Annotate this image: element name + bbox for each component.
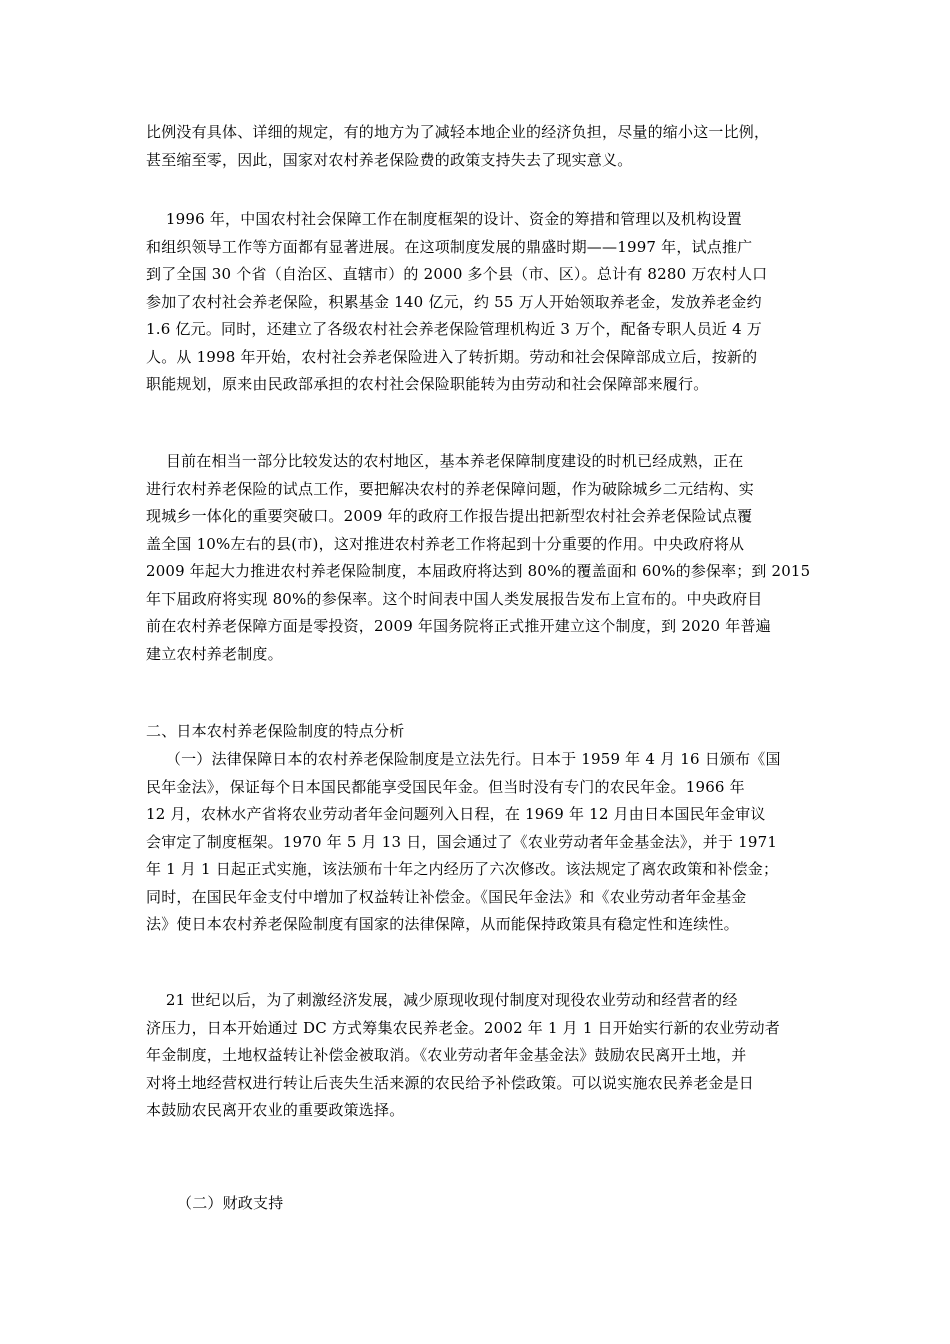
text-line: 12 月，农林水产省将农业劳动者年金问题列入日程，在 1969 年 12 月由日本国民年金审议 [146,805,766,823]
paragraph-3 [146,448,810,668]
text-line: 前在农村养老保障方面是零投资，2009 年国务院将正式推开建立这个制度，到 2020 年普遍 [146,617,771,635]
subsection-heading [177,1190,577,1218]
paragraph-4 [146,746,810,939]
text-line: 目前在相当一部分比较发达的农村地区，基本养老保障制度建设的时机已经成熟，正在 [146,452,744,470]
text-line: 到了全国 30 个省（自治区、直辖市）的 2000 多个县（市、区）。总计有 8280 万农村人口 [146,265,768,283]
text-line: 对将土地经营权进行转让后丧失生活来源的农民给予补偿政策。可以说实施农民养老金是日 [146,1073,755,1092]
text-line: 年下届政府将实现 80%的参保率。这个时间表中国人类发展报告发布上宣布的。中央政府目 [146,589,763,608]
text-line: 同时，在国民年金支付中增加了权益转让补偿金。《国民年金法》和《农业劳动者年金基金 [146,887,747,906]
text-line: 法》使日本农村养老保险制度有国家的法律保障，从而能保持政策具有稳定性和连续性。 [146,915,739,933]
text-line: 人。从 1998 年开始，农村社会养老保险进入了转折期。劳动和社会保障部成立后，按新的 [146,347,758,366]
text-line: 1.6 亿元。同时，还建立了各级农村社会养老保险管理机构近 3 万个，配备专职人员近 4 万 [146,320,762,338]
heading-text: （二）财政支持 [177,1194,284,1212]
paragraph-1 [146,119,810,174]
text-line: 21 世纪以后，为了刺激经济发展，减少原现收现付制度对现役农业劳动和经营者的经 [146,991,738,1009]
paragraph-2 [146,206,810,399]
text-line: 参加了农村社会养老保险，积累基金 140 亿元，约 55 万人开始领取养老金，发放养老金约 [146,292,762,311]
text-line: 建立农村养老制度。 [146,644,283,663]
text-line: 1996 年，中国农村社会保障工作在制度框架的设计、资金的筹措和管理以及机构设置 [146,210,742,228]
text-line: 年 1 月 1 日起正式实施，该法颁布十年之内经历了六次修改。该法规定了离农政策和补偿金； [146,860,779,878]
text-line: 民年金法》，保证每个日本国民都能享受国民年金。但当时没有专门的农民年金。1966 年 [146,777,745,796]
text-line: 甚至缩至零，因此，国家对农村养老保险费的政策支持失去了现实意义。 [146,150,633,169]
section-heading [146,718,810,746]
text-line: 年金制度，土地权益转让补偿金被取消。《农业劳动者年金基金法》鼓励农民离开土地，并 [146,1046,747,1064]
text-line: 盖全国 10%左右的县(市)，这对推进农村养老工作将起到十分重要的作用。中央政府将从 [146,534,745,553]
heading-text: 二、日本农村养老保险制度的特点分析 [146,722,405,740]
text-line: 职能规划，原来由民政部承担的农村社会保险职能转为由劳动和社会保障部来履行。 [146,375,709,393]
text-line: 和组织领导工作等方面都有显著进展。在这项制度发展的鼎盛时期——1997 年，试点推广 [146,237,753,256]
text-line: 进行农村养老保险的试点工作，要把解决农村的养老保障问题，作为破除城乡二元结构、实 [146,479,755,498]
text-line: （一）法律保障日本的农村养老保险制度是立法先行。日本于 1959 年 4 月 16 日颁布《国 [146,750,781,768]
text-line: 济压力，日本开始通过 DC 方式筹集农民养老金。2002 年 1 月 1 日开始实行新的农业劳动者 [146,1018,780,1037]
text-line: 本鼓励农民离开农业的重要政策选择。 [146,1101,405,1119]
paragraph-5 [146,987,810,1125]
text-line: 会审定了制度框架。1970 年 5 月 13 日，国会通过了《农业劳动者年金基金法》，并于 1971 [146,832,778,851]
text-line: 2009 年起大力推进农村养老保险制度，本届政府将达到 80%的覆盖面和 60%的参保率；到 2015 [146,562,811,580]
text-line: 现城乡一体化的重要突破口。2009 年的政府工作报告提出把新型农村社会养老保险试点覆 [146,507,753,525]
text-line: 比例没有具体、详细的规定，有的地方为了减轻本地企业的经济负担，尽量的缩小这一比例， [146,123,770,141]
